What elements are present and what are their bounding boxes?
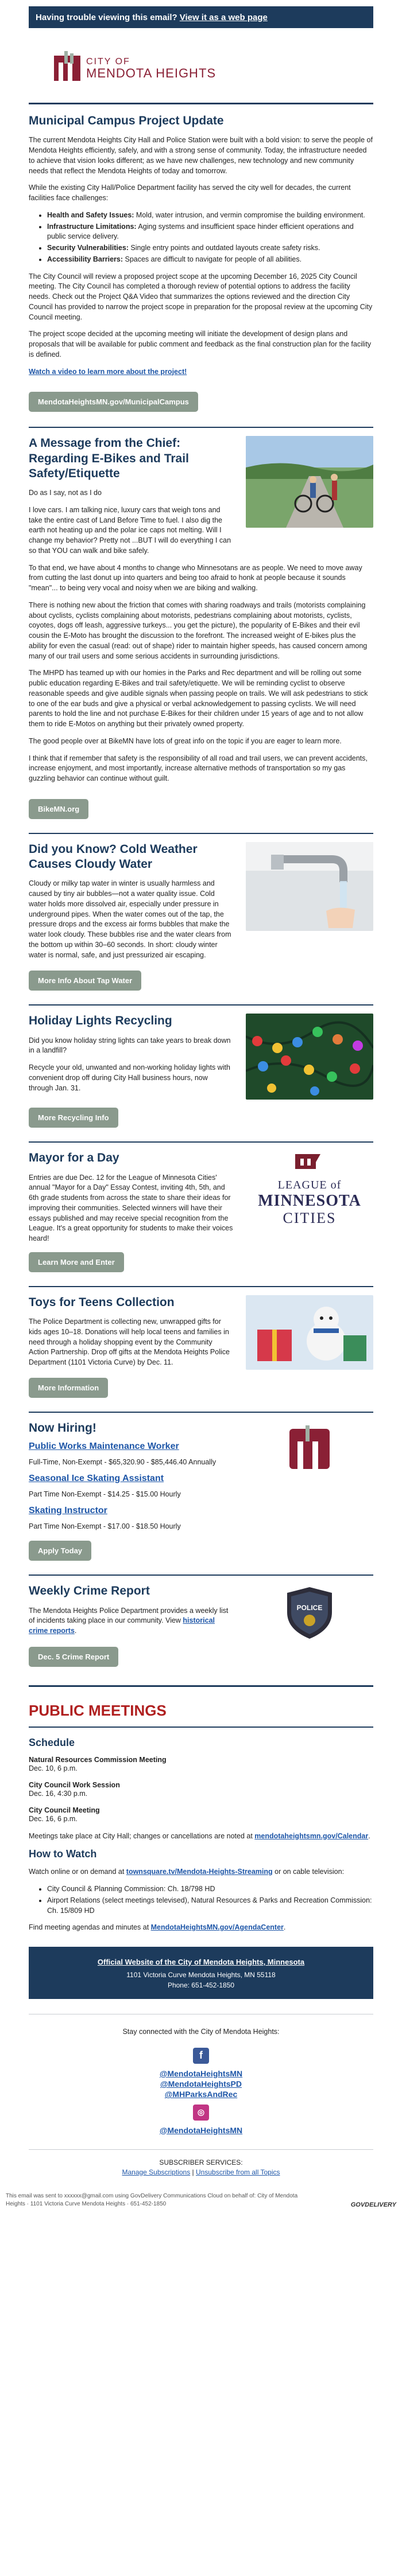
lights-p1: Did you know holiday string lights can take years to break down in a landfill? (29, 1036, 231, 1055)
watch-text: Watch online or on demand at (29, 1868, 126, 1876)
more-information-button[interactable]: More Information (29, 1378, 108, 1398)
mayor-section (29, 1143, 373, 1277)
list-item: • Airport Relations (select meetings televised), Natural Resources & Parks and Recreation Commission: Ch. 15/809 HD (47, 1896, 373, 1916)
toys-section (29, 1287, 373, 1402)
job-detail: Part Time Non-Exempt - $17.00 - $18.50 Hourly (29, 1522, 181, 1530)
facebook-handle-link[interactable]: @MendotaHeightsMN (159, 2068, 243, 2078)
instagram-icon[interactable]: ◎ (193, 2105, 209, 2121)
social-intro: Stay connected with the City of Mendota Heights: (122, 2028, 280, 2036)
league-logo-mid: MINNESOTA (258, 1192, 361, 1210)
recycling-button[interactable]: More Recycling Info (29, 1108, 118, 1128)
agenda-text: Find meeting agendas and minutes at (29, 1923, 151, 1932)
footer-box (29, 1947, 373, 1999)
crime-p1: The Mendota Heights Police Department provides a weekly list of incidents taking place in our community. View (29, 1606, 229, 1625)
police-badge-text: POLICE (296, 1604, 323, 1612)
lights-p2: Recycle your old, unwanted and non-working holiday lights with convenient drop off during City Hall business hours, now through Jan. 31. (29, 1063, 230, 1092)
campus-video-link[interactable]: Watch a video to learn more about the project! (29, 367, 187, 376)
lights-section (29, 1006, 373, 1132)
lights-title: Holiday Lights Recycling (29, 1014, 172, 1028)
campus-p4: The project scope decided at the upcoming meeting will initiate the development of design plans and proposals that will be available for public comment and feedback as the final construction plan for the facility is defined. (29, 330, 372, 358)
toys-title: Toys for Teens Collection (29, 1295, 175, 1309)
toys-p1: The Police Department is collecting new, unwrapped gifts for kids ages 10–18. Donations will help local teens and families in need through a holiday shopping event by the Community Action Partnership. Drop off gifts at the Mendota Heights Police Department (1101 Victoria Curve) by Dec. 11. (29, 1318, 230, 1366)
toys-photo (246, 1295, 373, 1370)
campus-button[interactable]: MendotaHeightsMN.gov/MunicipalCampus (29, 392, 198, 412)
chief-p6: The good people over at BikeMN have lots of great info on the topic if you are eager to learn more. (29, 736, 342, 745)
list-item: • Infrastructure Limitations: Aging systems and insufficient space hinder efficient operations and public service delivery. (47, 222, 373, 243)
hiring-section (29, 1413, 373, 1566)
list-item: • Accessibility Barriers: Spaces are difficult to navigate for people of all abilities. (47, 255, 373, 265)
public-meetings-title: PUBLIC MEETINGS (29, 1702, 167, 1720)
list-item: • Health and Safety Issues: Mold, water intrusion, and vermin compromise the building environment. (47, 211, 373, 221)
chief-p4: There is nothing new about the friction that comes with sharing roadways and trails (motorists complaining about cyclists, cyclists complaining about motorists, pedestrians complaining about motorists, cyclists, coyotes, dogs off leash, aggressive turkeys... you get the picture), the popularity of E-Bikes and their evil cousin the E-Moto has brought the discussion to the forefront. The increased weight of E-bikes plus the ability for even the casual (read: out of shape) rider to maintain higher speeds, has caused concern among many of our trail users and some serious accidents in surrounding jurisdictions. (29, 601, 368, 660)
campus-p3: The City Council will review a proposed project scope at the upcoming December 16, 2025 City Council meeting. The City Council has completed a thorough review of potential options to address the facility needs. Check out the Project Q&A Video that summarizes the options reviewed and the direction City Council has provided to narrow the project scope in preparation for the proposal review at the upcoming City Council meeting. (29, 272, 373, 321)
league-logo-top: LEAGUE of (277, 1179, 342, 1192)
facebook-icon[interactable]: f (193, 2048, 209, 2064)
calendar-link[interactable]: mendotaheightsmn.gov/Calendar (254, 1831, 369, 1840)
job-link[interactable]: Skating Instructor (29, 1505, 107, 1515)
hiring-title: Now Hiring! (29, 1421, 96, 1435)
unsubscribe-link[interactable]: Unsubscribe from all Topics (196, 2168, 280, 2176)
view-online-bar (29, 6, 373, 28)
header (29, 28, 373, 103)
campus-bullets (29, 211, 373, 265)
footer-phone: Phone: 651-452-1850 (167, 1981, 235, 1989)
official-website-link[interactable]: Official Website of the City of Mendota Heights, Minnesota (97, 1958, 305, 1966)
crime-report-button[interactable]: Dec. 5 Crime Report (29, 1647, 118, 1667)
chief-p1: Do as I say, not as I do (29, 489, 102, 497)
water-title: Did you Know? Cold Weather Causes Cloudy Water (29, 842, 198, 871)
schedule-title: Schedule (29, 1737, 75, 1749)
facebook-handle-link[interactable]: @MHParksAndRec (164, 2090, 238, 2099)
campus-section (29, 104, 373, 418)
chief-p3: To that end, we have about 4 months to change who Minnesotans are as people. We need to move away from cutting the last donut up into quarters and being too afraid to honk at people because it sounds "mean"... to being very vocal and noisy when we are biking and walking. (29, 563, 362, 592)
subscriber-label: SUBSCRIBER SERVICES: (159, 2158, 243, 2166)
league-logo (246, 1151, 373, 1237)
meeting-note: Meetings take place at City Hall; changes or cancellations are noted at (29, 1831, 255, 1840)
facebook-handle-link[interactable]: @MendotaHeightsPD (160, 2079, 242, 2089)
how-to-watch-title: How to Watch (29, 1848, 97, 1860)
police-badge (246, 1584, 373, 1641)
campus-p2: While the existing City Hall/Police Department facility has served the city well for decades, the current facilities face challenges: (29, 184, 351, 202)
list-item: • City Council & Planning Commission: Ch. 18/798 HD (47, 1884, 373, 1895)
faucet-photo (246, 842, 373, 931)
email-root (0, 6, 402, 2208)
logo-name-text: MENDOTA HEIGHTS (86, 66, 217, 80)
job-link[interactable]: Seasonal Ice Skating Assistant (29, 1473, 164, 1483)
chief-p5: The MHPD has teamed up with our homies in the Parks and Rec department and will be rolling out some public education regarding E-Bikes and trail safety/etiquette. We will be reminding cyclist to observe reasonable speeds and give audible signals when passing people on trails. We will ask pedestrians to stick to one of the ear buds and give a physical or verbal acknowledgement to passing cyclists. We will need parents to hold the line and not purchase E-Bikes for their children under 15 years of age and to not allow them to ride E-Motos on anything but their privately owned property. (29, 669, 368, 728)
holiday-lights-photo (246, 1014, 373, 1100)
bike-trail-photo (246, 436, 373, 528)
chief-section (29, 428, 373, 824)
meeting-item: City Council Meeting Dec. 16, 6 p.m. (29, 1806, 100, 1823)
city-logo-icon (53, 50, 82, 83)
campus-title: Municipal Campus Project Update (29, 114, 224, 127)
hiring-logo (246, 1421, 373, 1478)
channel-list (29, 1884, 373, 1916)
tap-water-button[interactable]: More Info About Tap Water (29, 971, 141, 991)
divider (29, 1727, 373, 1728)
townsquare-link[interactable]: townsquare.tv/Mendota-Heights-Streaming (126, 1868, 273, 1876)
web-page-link[interactable]: View it as a web page (179, 12, 268, 22)
meeting-item: Natural Resources Commission Meeting Dec. 10, 6 p.m. (29, 1756, 167, 1773)
logo-city-text: CITY OF (86, 57, 130, 67)
job-link[interactable]: Public Works Maintenance Worker (29, 1441, 179, 1451)
agenda-center-link[interactable]: MendotaHeightsMN.gov/AgendaCenter (150, 1923, 284, 1932)
govdelivery-logo: GOVDELIVERY (350, 2201, 396, 2209)
subscriber-services: SUBSCRIBER SERVICES: Manage Subscriptions | Unsubscribe from all Topics (29, 2150, 373, 2177)
public-meetings-section: PUBLIC MEETINGS Schedule Natural Resources Commission Meeting Dec. 10, 6 p.m. City Council Work Session Dec. 16, 4:30 p.m. City Council Meeting Dec. 16, 6 p.m. Meetings take place at City Hall; changes or cancellations are noted at mendotaheightsmn.gov/Calendar. How to Watch Watch online or on demand at townsquare.tv/Mendota-Heights-Streaming or on cable television: • City Council & Planning Commission: Ch. 18/798 HD • Airport Relations (select meetings televised), Natural Resources & Parks and Recreation Commission: Ch. 15/809 HD Find meeting agendas and minutes at MendotaHeightsMN.gov/AgendaCenter. (29, 1687, 373, 1933)
list-item: • Security Vulnerabilities: Single entry points and outdated layouts create safety risks. (47, 243, 373, 254)
social-section (29, 2014, 373, 2135)
crime-title: Weekly Crime Report (29, 1584, 150, 1598)
meeting-item: City Council Work Session Dec. 16, 4:30 p.m. (29, 1781, 120, 1798)
footer-address: 1101 Victoria Curve Mendota Heights, MN 55118 (126, 1971, 276, 1979)
bikemn-button[interactable]: BikeMN.org (29, 799, 88, 819)
crime-section: Weekly Crime Report The Mendota Heights Police Department provides a weekly list of incidents taking place in our community. View historical crime reports. POLICE Dec. 5 Crime Report (29, 1576, 373, 1671)
instagram-handle-link[interactable]: @MendotaHeightsMN (159, 2125, 243, 2135)
manage-subscriptions-link[interactable]: Manage Subscriptions (122, 2168, 191, 2176)
chief-p2: I love cars. I am talking nice, luxury cars that weigh tons and take the entire cast of Land Before Time to fuel. I also dig the earth not heating up and the polar ice caps not melting. Will I change my behavior? Pretty not ...BUT I will do everything I can so that YOU can walk and bike safely. (29, 505, 231, 555)
mayor-p1: Entries are due Dec. 12 for the League of Minnesota Cities' annual "Mayor for a Day" Essay Contest, inviting 4th, 5th, and 6th grade students from across the state to share their ideas for improving their communities. Selected winners will have their essays published and may receive special recognition from the League. It's a great opportunity for students to make their voices heard! (29, 1173, 233, 1242)
chief-p7: I think that if remember that safety is the responsibility of all road and trail users, we can prevent accidents, increase enjoyment, and most importantly, increase alternative methods of transportation so my gas guzzling behavior can continue without guilt. (29, 754, 368, 782)
chief-title: A Message from the Chief: Regarding E-Bikes and Trail Safety/Etiquette (29, 437, 189, 480)
campus-p1: The current Mendota Heights City Hall and Police Station were built with a bold vision: to serve the people of Mendota Heights efficiently, safely, and with a strong sense of community. Today, the infrastructure needed to achieve that vision looks different; as we have new challenges, new technology and new community needs that reflect the Mendota Heights of today and tomorrow. (29, 136, 373, 175)
mayor-title: Mayor for a Day (29, 1151, 119, 1165)
job-detail: Part Time Non-Exempt - $14.25 - $15.00 Hourly (29, 1490, 181, 1498)
trouble-text: Having trouble viewing this email? (36, 12, 177, 22)
water-section (29, 834, 373, 996)
fineprint-text: This email was sent to xxxxxx@gmail.com using GovDelivery Communications Cloud on behalf of: City of Mendota Heights · 1101 Victoria Curve Mendota Heights · 651-452-1850 (6, 2192, 298, 2207)
league-logo-bot: CITIES (283, 1210, 337, 1227)
historical-reports-link[interactable]: historical crime reports (29, 1616, 215, 1635)
job-detail: Full-Time, Non-Exempt - $65,320.90 - $85,446.40 Annually (29, 1458, 217, 1466)
apply-today-button[interactable]: Apply Today (29, 1541, 91, 1561)
fineprint-row (6, 2192, 396, 2208)
water-p1: Cloudy or milky tap water in winter is usually harmless and caused by tiny air bubbles—not a water quality issue. Cold water holds more dissolved air, especially under pressure in underground pipes. When the water comes out of the tap, the pressure drops and the excess air forms bubbles that make the water look cloudy. These bubbles rise and the water clears from the bottom up within 30–60 seconds. In short: cloudy winter water is normal, safe, and just pressurized air escaping. (29, 879, 231, 959)
learn-more-button[interactable]: Learn More and Enter (29, 1252, 124, 1272)
